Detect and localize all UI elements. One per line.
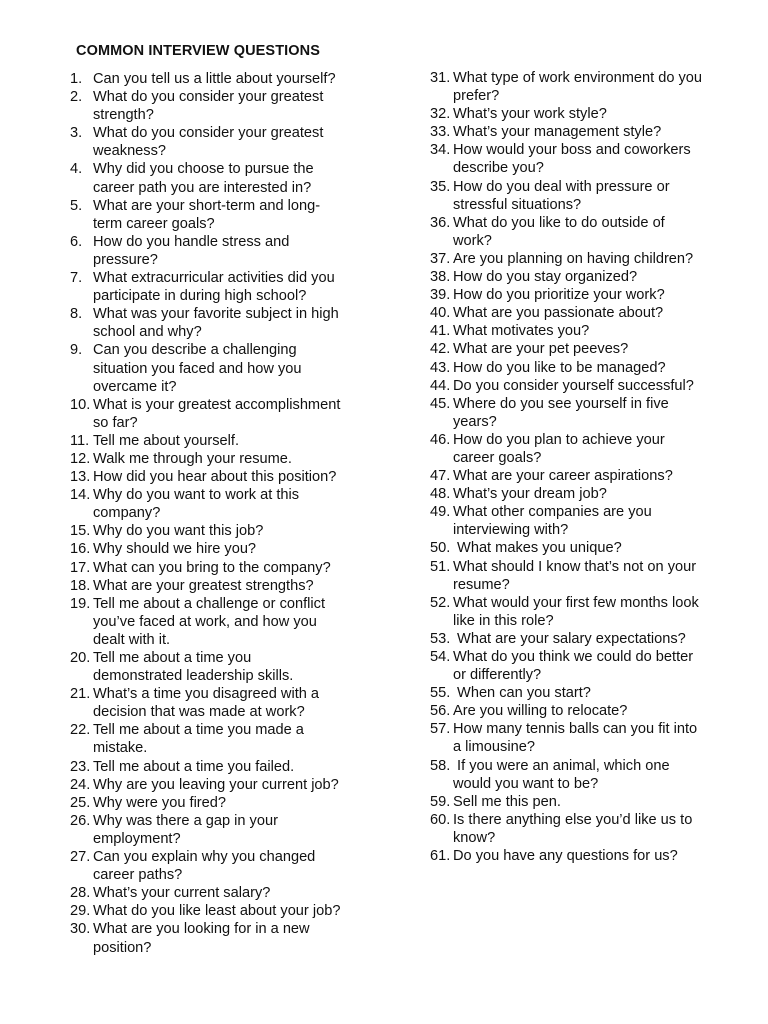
question-text: What motivates you? [453,323,590,340]
question-number: 24. [70,776,91,793]
question-number: 4. [70,161,83,178]
question-item [70,902,340,920]
question-text: How do you deal with pressure or stressful situations? [453,178,670,213]
question-item [430,558,702,594]
question-number: 40. [430,305,451,322]
question-text: Walk me through your resume. [93,450,292,467]
question-item [70,559,340,577]
question-item [70,269,340,305]
question-number: 21. [70,686,91,703]
question-text: What do you consider your greatest weakness? [93,125,324,160]
question-number: 27. [70,849,91,866]
question-text: What should I know that’s not on your resume? [453,558,697,593]
question-item [70,758,340,776]
question-item [430,793,702,811]
question-text: Where do you see yourself in five years? [453,395,669,430]
question-item [70,776,340,794]
question-item [430,503,702,539]
question-item [70,595,340,649]
question-number: 46. [430,431,451,448]
question-number: 56. [430,703,451,720]
question-item [430,539,702,557]
question-item [70,812,340,848]
question-text: Tell me about a challenge or conflict you’ve faced at work, and how you dealt with it. [93,595,326,648]
question-text: Why do you want this job? [93,523,264,540]
question-item [430,250,702,268]
question-text: What are your pet peeves? [453,341,629,358]
question-number: 59. [430,793,451,810]
question-number: 6. [70,233,83,250]
question-number: 48. [430,486,451,503]
question-item [70,685,340,721]
question-item [70,341,340,395]
questions-list-left [70,70,340,957]
question-number: 20. [70,650,91,666]
question-item [430,395,702,431]
question-text: Tell me about a time you demonstrated leadership skills. [93,650,294,685]
question-item [70,160,340,196]
question-text: When can you start? [453,685,591,702]
question-item [430,594,702,630]
question-number: 53. [430,630,451,647]
question-text: Do you have any questions for us? [453,848,678,865]
question-number: 38. [430,269,451,286]
question-text: Can you describe a challenging situation you faced and how you overcame it? [93,342,302,395]
question-item [430,431,702,467]
question-item [430,684,702,702]
question-item [430,304,702,322]
question-number: 17. [70,559,91,576]
question-text: Why was there a gap in your employment? [93,812,278,847]
question-number: 9. [70,342,83,359]
question-text: What are you looking for in a new position? [93,921,310,956]
question-text: Tell me about a time you made a mistake. [93,722,304,757]
question-item [70,522,340,540]
question-text: How do you plan to achieve your career goals? [453,431,665,466]
question-text: What makes you unique? [453,540,622,557]
question-text: What’s a time you disagreed with a decision that was made at work? [93,686,320,721]
question-item [430,377,702,395]
question-number: 31. [430,70,451,86]
question-number: 22. [70,722,91,739]
question-text: Sell me this pen. [453,793,561,810]
questions-list-right [430,69,702,865]
question-number: 41. [430,323,451,340]
question-item [430,69,702,105]
question-number: 18. [70,577,91,594]
question-item [70,305,340,341]
question-number: 14. [70,487,91,504]
question-item [430,322,702,340]
question-item [430,811,702,847]
question-item [70,70,340,88]
question-text: What type of work environment do you prefer? [453,70,703,105]
question-text: Is there anything else you’d like us to know? [453,811,693,846]
question-number: 13. [70,469,91,486]
question-text: What do you think we could do better or differently? [453,649,694,684]
question-number: 60. [430,811,451,828]
question-text: What are you passionate about? [453,305,664,322]
question-text: What can you bring to the company? [93,559,331,576]
question-text: Are you willing to relocate? [453,703,628,720]
question-text: What are your salary expectations? [453,630,686,647]
question-number: 23. [70,758,91,775]
question-text: How did you hear about this position? [93,469,337,486]
question-item [70,233,340,269]
question-item [70,450,340,468]
question-number: 2. [70,89,83,106]
question-number: 42. [430,341,451,358]
question-item [70,124,340,160]
question-item [70,920,340,956]
question-number: 19. [70,595,91,612]
question-item [70,649,340,685]
question-text: How do you stay organized? [453,269,638,286]
question-number: 28. [70,885,91,902]
question-item [430,467,702,485]
question-text: What would your first few months look like in this role? [453,594,699,629]
question-number: 1. [70,71,83,87]
question-text: Why should we hire you? [93,541,257,558]
question-item [430,359,702,377]
question-number: 54. [430,649,451,665]
question-item [430,340,702,358]
question-item [70,721,340,757]
question-number: 55. [430,685,451,702]
question-item [70,884,340,902]
question-number: 7. [70,270,83,287]
question-text: What’s your dream job? [453,486,607,503]
question-text: What do you consider your greatest strength? [93,89,324,124]
question-number: 39. [430,287,451,304]
question-number: 3. [70,125,83,142]
question-number: 35. [430,178,451,195]
question-item [70,396,340,432]
question-number: 34. [430,142,451,159]
question-item [430,702,702,720]
question-text: How many tennis balls can you fit into a limousine? [453,721,698,756]
question-item [70,794,340,812]
question-text: Why do you want to work at this company? [93,487,300,522]
question-number: 30. [70,921,91,938]
question-text: If you were an animal, which one would you want to be? [453,757,670,792]
question-number: 11. [70,432,90,449]
question-number: 33. [430,124,451,141]
question-number: 52. [430,594,451,611]
question-item [70,577,340,595]
question-number: 44. [430,377,451,394]
question-number: 51. [430,558,451,575]
question-item [430,105,702,123]
question-item [430,757,702,793]
question-item [70,468,340,486]
question-number: 47. [430,468,451,485]
question-number: 10. [70,396,91,413]
question-number: 29. [70,903,91,920]
question-item [430,286,702,304]
question-item [70,848,340,884]
question-text: What are your greatest strengths? [93,577,314,594]
question-number: 57. [430,721,451,738]
question-number: 61. [430,848,451,865]
question-number: 58. [430,757,451,774]
question-number: 12. [70,450,91,467]
question-text: Tell me about a time you failed. [93,758,295,775]
question-item [430,178,702,214]
question-item [430,720,702,756]
question-item [70,432,340,450]
question-number: 5. [70,197,83,214]
document-title: COMMON INTERVIEW QUESTIONS [76,43,321,59]
question-item [430,630,702,648]
question-text: What are your short-term and long- term career goals? [93,197,321,232]
question-item [430,847,702,865]
question-text: Can you tell us a little about yourself? [93,71,336,87]
question-number: 15. [70,523,91,540]
question-item [430,123,702,141]
question-item [430,214,702,250]
question-number: 32. [430,106,451,123]
question-text: What is your greatest accomplishment so far? [93,396,341,431]
question-item [70,540,340,558]
question-number: 26. [70,812,91,829]
question-text: Do you consider yourself successful? [453,377,694,394]
question-text: Why are you leaving your current job? [93,776,339,793]
question-number: 37. [430,250,451,267]
question-text: What extracurricular activities did you participate in during high school? [93,270,335,305]
question-text: Why were you fired? [93,794,227,811]
question-text: Can you explain why you changed career paths? [93,849,316,884]
question-number: 8. [70,306,83,323]
question-text: What’s your management style? [453,124,662,141]
question-number: 49. [430,504,451,521]
question-text: How do you like to be managed? [453,359,666,376]
question-text: Why did you choose to pursue the career path you are interested in? [93,161,314,196]
question-text: How do you prioritize your work? [453,287,665,304]
question-item [430,141,702,177]
question-number: 36. [430,214,451,231]
question-number: 50. [430,540,451,557]
question-number: 16. [70,541,91,558]
question-item [70,88,340,124]
question-item [70,197,340,233]
question-text: Tell me about yourself. [93,432,240,449]
question-text: What do you like to do outside of work? [453,214,665,249]
question-number: 25. [70,794,91,811]
question-number: 43. [430,359,451,376]
question-text: What was your favorite subject in high school and why? [93,306,339,341]
question-item [430,648,702,684]
question-item [430,485,702,503]
question-text: What are your career aspirations? [453,468,673,485]
question-text: What do you like least about your job? [93,903,341,920]
question-text: What other companies are you interviewing with? [453,504,652,539]
question-text: How would your boss and coworkers describe you? [453,142,691,177]
question-item [430,268,702,286]
question-text: What’s your work style? [453,106,607,123]
question-item [70,486,340,522]
question-text: Are you planning on having children? [453,250,694,267]
question-text: What’s your current salary? [93,885,271,902]
question-text: How do you handle stress and pressure? [93,233,290,268]
question-number: 45. [430,395,451,412]
